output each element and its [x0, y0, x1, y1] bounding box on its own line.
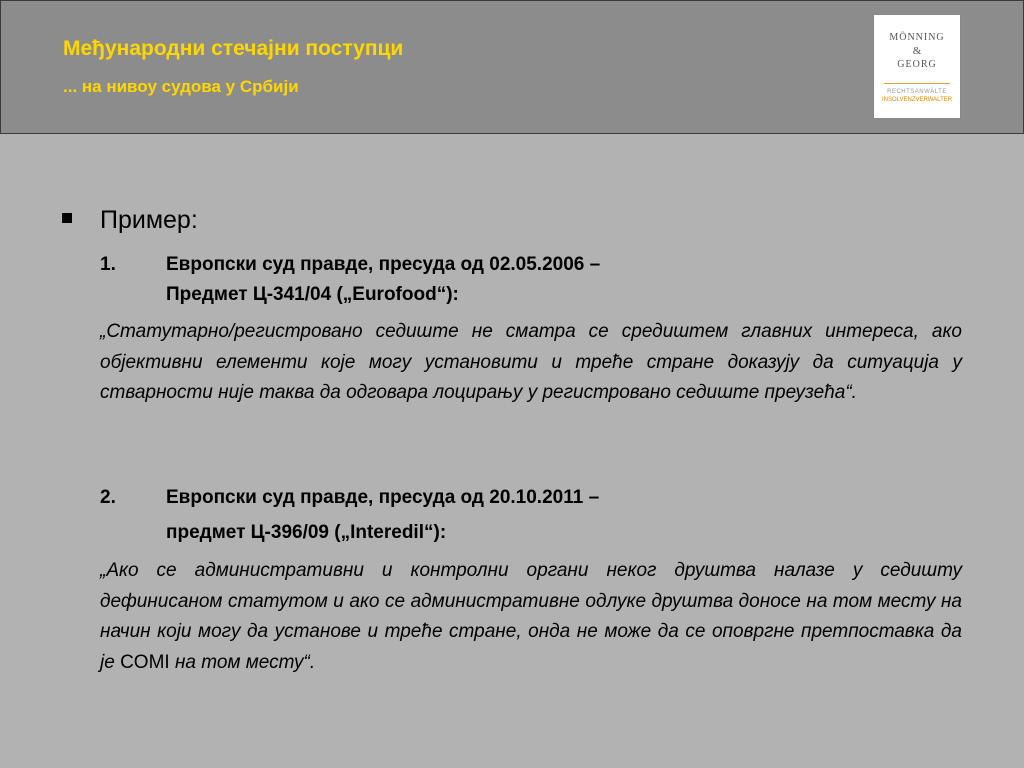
item-1-quote: „Статутарно/регистровано седиште не сматра се средиштем главних интереса, ако објективни елементи које могу установити и треће стране доказују да ситуација у стварности није таква да одговара лоцирању у регистровано седиште преузећа“. [100, 321, 962, 403]
logo-line-2: & [912, 45, 922, 57]
logo-line-1: MÖNNING [889, 32, 945, 43]
company-logo [873, 14, 961, 119]
item-2-case: предмет Ц-396/09 („Interedil“): [166, 522, 447, 543]
item-2-heading: Европски суд правде, пресуда од 20.10.2011 – [166, 487, 600, 508]
logo-line-5: INSOLVENZVERWALTER [881, 97, 953, 103]
item-2-quote-part-c: на том месту“. [169, 651, 316, 673]
item-1-number: 1. [100, 254, 116, 275]
slide-subtitle: ... на нивоу судова у Србији [63, 77, 299, 96]
slide-title: Међународни стечајни поступци [63, 37, 404, 60]
item-1-heading: Европски суд правде, пресуда од 02.05.2006 – [166, 254, 601, 275]
item-1-case: Предмет Ц-341/04 („Eurofood“): [166, 284, 459, 305]
item-2-quote-comi: COMI [120, 651, 170, 673]
header-bar [0, 0, 1024, 134]
bullet-label: Пример: [100, 206, 198, 234]
logo-line-3: GEORG [897, 59, 937, 70]
item-2-number: 2. [100, 487, 116, 508]
item-2-quote [100, 556, 962, 678]
square-bullet-icon [62, 213, 72, 223]
item-2-quote-part-a: „Ако се административни и контролни органи неког друштва налазе у седишту дефинисаном статутом и ако се административне одлуке друштва доносе на том месту на начин који могу да установе и треће стране, онда не може да се оповргне претпоставка да је [100, 560, 962, 673]
logo-divider [884, 83, 950, 84]
logo-line-4: RECHTSANWÄLTE [887, 89, 947, 95]
